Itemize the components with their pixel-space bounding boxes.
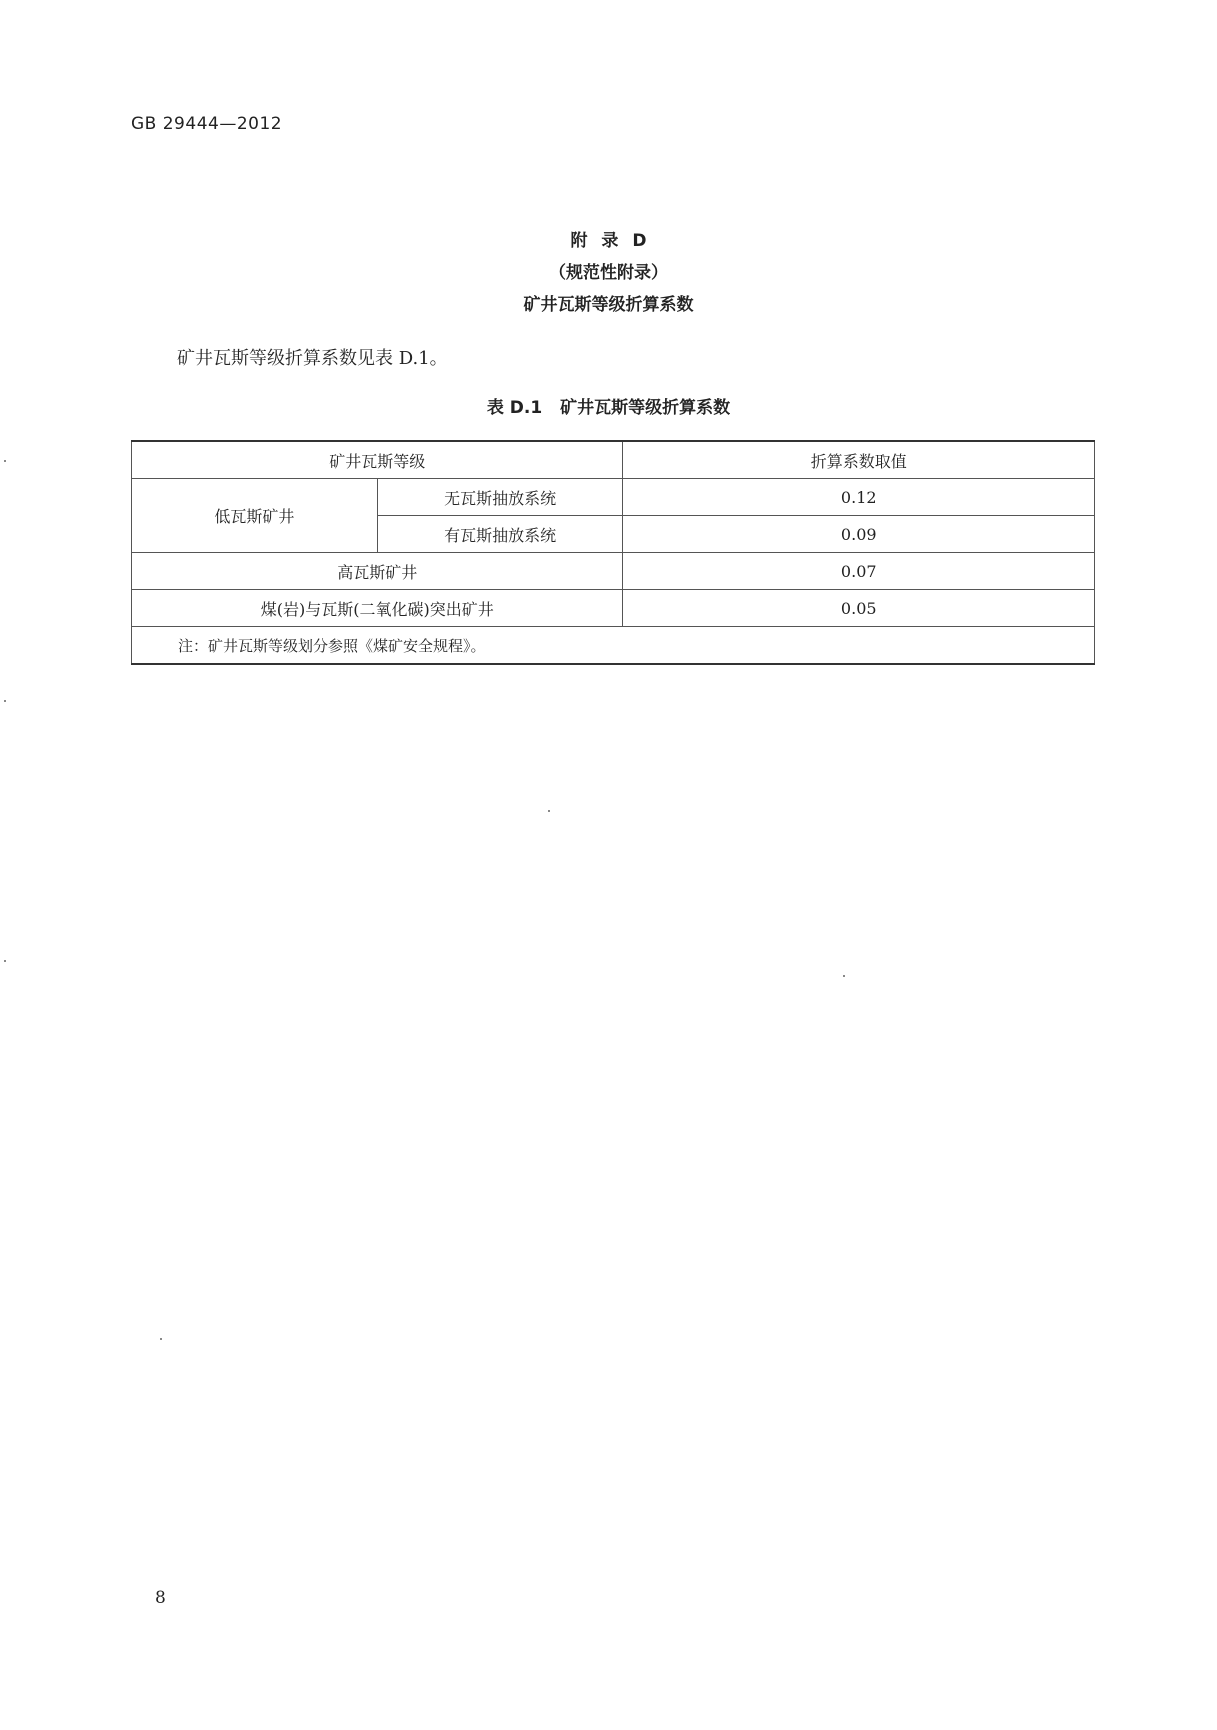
scan-speck bbox=[843, 975, 845, 977]
cell-grade: 煤(岩)与瓦斯(二氧化碳)突出矿井 bbox=[132, 590, 623, 627]
annex-title: 矿井瓦斯等级折算系数 bbox=[523, 295, 694, 315]
scan-speck bbox=[4, 700, 6, 702]
table-caption-title: 矿井瓦斯等级折算系数 bbox=[560, 398, 731, 418]
standard-code: GB 29444—2012 bbox=[131, 114, 283, 134]
table-caption-number: 表 D.1 bbox=[486, 398, 543, 418]
table-row bbox=[132, 590, 1095, 627]
header-grade: 矿井瓦斯等级 bbox=[132, 441, 623, 479]
table-row bbox=[132, 479, 1095, 516]
table-caption bbox=[0, 393, 1217, 418]
table-note: 注：矿井瓦斯等级划分参照《煤矿安全规程》。 bbox=[132, 627, 1095, 665]
page-number: 8 bbox=[155, 1588, 166, 1608]
scan-speck bbox=[160, 1338, 162, 1340]
cell-value: 0.07 bbox=[623, 553, 1095, 590]
scan-speck bbox=[4, 460, 6, 462]
cell-value: 0.09 bbox=[623, 516, 1095, 553]
cell-value: 0.05 bbox=[623, 590, 1095, 627]
cell-grade: 高瓦斯矿井 bbox=[132, 553, 623, 590]
header-value: 折算系数取值 bbox=[623, 441, 1095, 479]
cell-low-gas-mine: 低瓦斯矿井 bbox=[132, 479, 378, 553]
cell-value: 0.12 bbox=[623, 479, 1095, 516]
annex-label: 附 录 D bbox=[570, 231, 647, 251]
intro-paragraph: 矿井瓦斯等级折算系数见表 D.1。 bbox=[177, 348, 448, 369]
coefficient-table bbox=[131, 440, 1095, 665]
table-row bbox=[132, 553, 1095, 590]
cell-sub-grade: 无瓦斯抽放系统 bbox=[377, 479, 623, 516]
scan-speck bbox=[548, 810, 550, 812]
table-note-row bbox=[132, 627, 1095, 665]
cell-sub-grade: 有瓦斯抽放系统 bbox=[377, 516, 623, 553]
table-header-row bbox=[132, 441, 1095, 479]
annex-type: （规范性附录） bbox=[549, 263, 668, 283]
scan-speck bbox=[4, 960, 6, 962]
